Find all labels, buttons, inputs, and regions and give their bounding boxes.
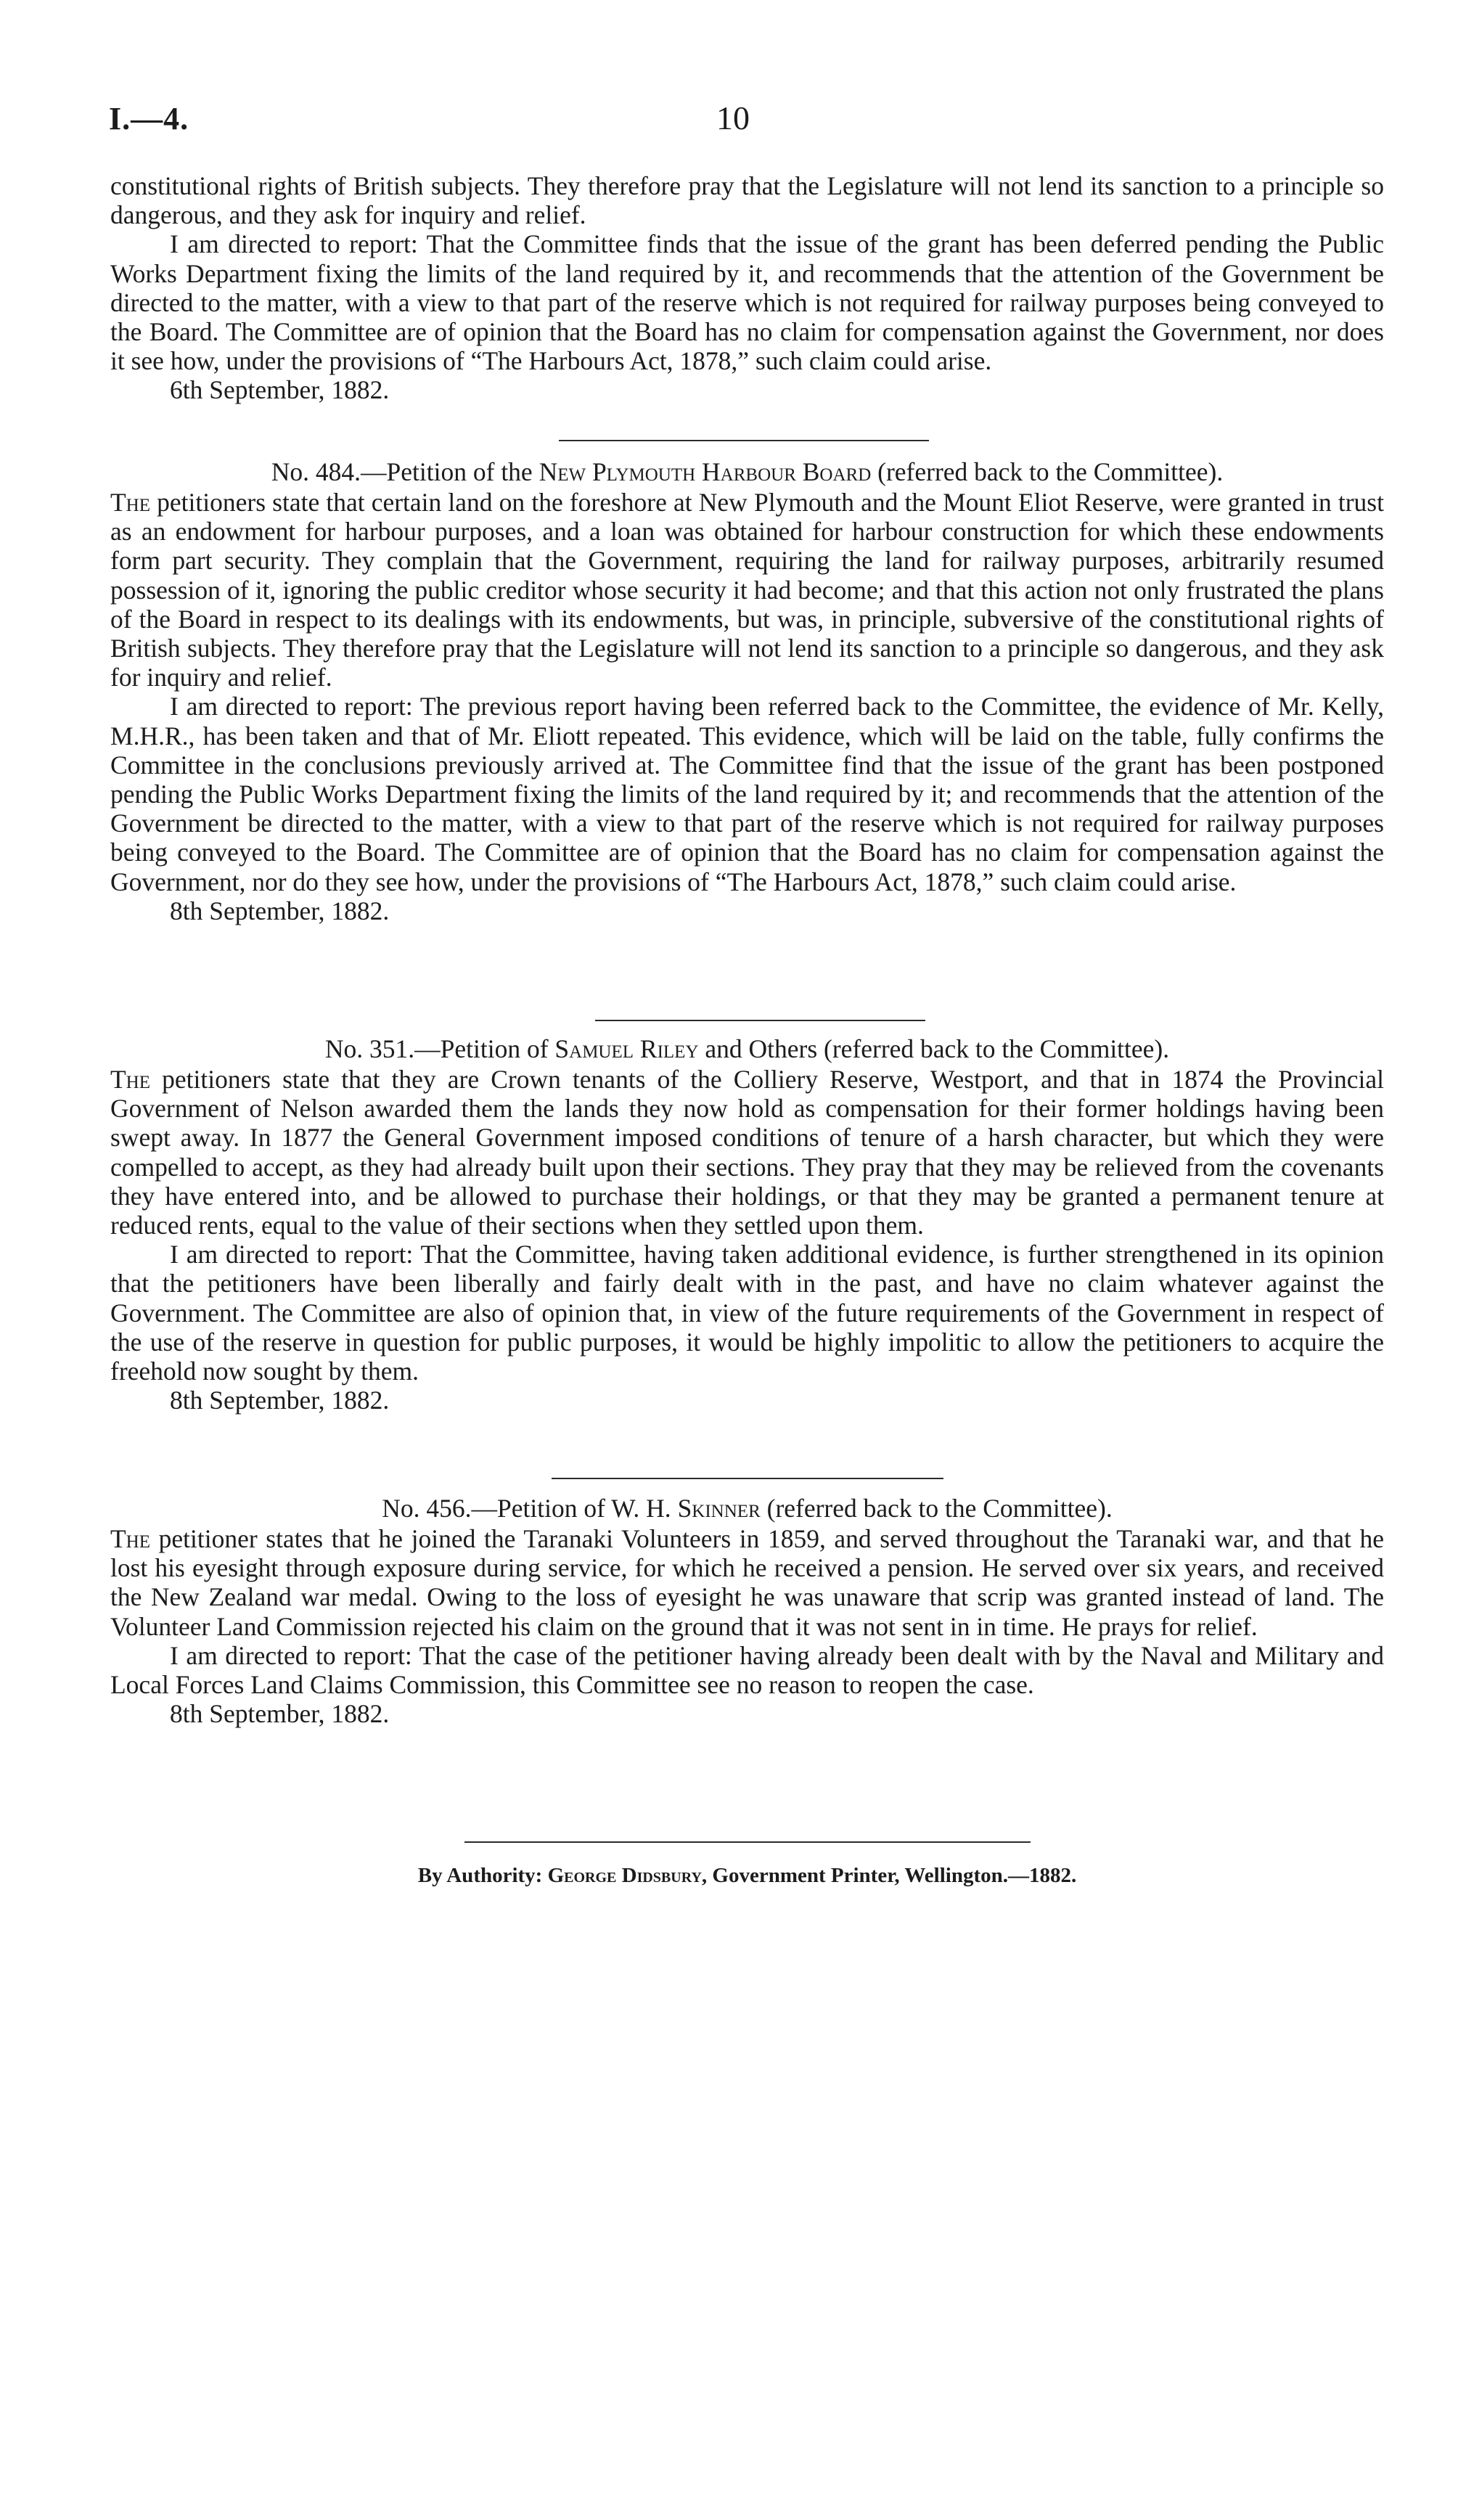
petition-body-484 [110,488,1384,925]
continuation-date: 6th September, 1882. [170,375,390,405]
continuation-report: I am directed to report: That the Committee finds that the issue of the grant has been deferred pending the Public Works Department fixing the limits of the land required by it, and recommends that the attention of the Government be directed to the matter, with a view to that part of the reserve which is not required for railway purposes being conveyed to the Board. The Committee are of opinion that the Board has no claim for compensation against the Government, nor does it see how, under the provisions of “The Harbours Act, 1878,” such claim could arise. [110,229,1384,376]
petition-date: 8th September, 1882. [170,896,390,925]
petition-report: I am directed to report: The previous report having been referred back to the Committee, the evidence of Mr. Kelly, M.H.R., has been taken and that of Mr. Eliott repeated. This evidence, which will be laid on the table, fully confirms the Committee in the conclusions previously arrived at. The Committee find that the issue of the grant has been postponed pending the Public Works Department fixing the limits of the land required by it; and recommends that the attention of the Government be directed to the matter, with a view to that part of the reserve which is not required for railway purposes being conveyed to the Board. The Committee are of opinion that the Board has no claim for compensation against the Government, nor do they see how, under the provisions of “The Harbours Act, 1878,” such claim could arise. [110,692,1384,896]
petition-heading-484: No. 484.—Petition of the New Plymouth Harbour Board (referred back to the Committee). [271,457,1224,486]
petition-date: 8th September, 1882. [170,1699,390,1729]
continuation-paragraph: constitutional rights of British subjects. They therefore pray that the Legislature will not lend its sanction to a principle so dangerous, and they ask for inquiry and relief. [110,171,1384,230]
petition-report: I am directed to report: That the case of the petitioner having already been dealt with by the Naval and Military and Local Forces Land Claims Commission, this Committee see no reason to reopen the case. [110,1640,1384,1700]
petition-statement: The petitioners state that certain land on the foreshore at New Plymouth and the Mount Eliot Reserve, were granted in trust as an endowment for harbour purposes, and a loan was obtained for harbour construction for which these endowments form part security. They complain that the Government, requiring the land for railway purposes, arbitrarily resumed possession of it, ignoring the public creditor whose security it had become; and that this action not only frustrated the plans of the Board in respect to its dealings with its endowments, but was, in principle, subversive of the constitutional rights of British subjects. They therefore pray that the Legislature will not lend its sanction to a principle so dangerous, and they ask for inquiry and relief. [110,488,1384,692]
section-divider [552,1478,943,1479]
petition-statement: The petitioners state that they are Crown tenants of the Colliery Reserve, Westport, and that in 1874 the Provincial Government of Nelson awarded them the lands they now hold as compensation for their former holdings having been swept away. In 1877 the General Government imposed conditions of tenure of a harsh character, but which they were compelled to accept, as they had already built upon their sections. They pray that they may be relieved from the covenants they have entered into, and be allowed to purchase their holdings, or that they may be granted a permanent tenure at reduced rents, equal to the value of their sections when they settled upon them. [110,1065,1384,1240]
section-divider [595,1020,925,1021]
section-divider [559,440,929,441]
page-number: 10 [716,99,750,136]
petition-body-456 [110,1524,1384,1728]
printer-name: George Didsbury [547,1864,702,1887]
petition-statement: The petitioner states that he joined the Taranaki Volunteers in 1859, and served throughout the Taranaki war, and that he lost his eyesight through exposure during service, for which he received a pension. He served over six years, and received the New Zealand war medal. Owing to the loss of eyesight he was unaware that scrip was granted instead of land. The Volunteer Land Commission rejected his claim on the ground that it was not sent in in time. He prays for relief. [110,1524,1384,1641]
petitioner-name: Samuel Riley [554,1034,699,1063]
petition-heading-456: No. 456.—Petition of W. H. Skinner (referred back to the Committee). [382,1494,1113,1523]
petition-body-351 [110,1065,1384,1415]
continuation-block [110,171,1384,405]
petition-date: 8th September, 1882. [170,1386,390,1415]
petitioner-name: Skinner [677,1494,761,1523]
document-code: I.—4. [109,101,189,136]
petitioner-name: New Plymouth Harbour Board [539,457,872,486]
petition-heading-351: No. 351.—Petition of Samuel Riley and Others (referred back to the Committee). [324,1034,1170,1063]
footer-divider [464,1841,1031,1843]
printer-imprint: By Authority: George Didsbury, Government Printer, Wellington.—1882. [417,1864,1077,1887]
petition-report: I am directed to report: That the Committee, having taken additional evidence, is further strengthened in its opinion that the petitioners have been liberally and fairly dealt with in the past, and have no claim whatever against the Government. The Committee are also of opinion that, in view of the future requirements of the Government in respect of the use of the reserve in question for public purposes, it would be highly impolitic to allow the petitioners to acquire the freehold now sought by them. [110,1240,1384,1386]
